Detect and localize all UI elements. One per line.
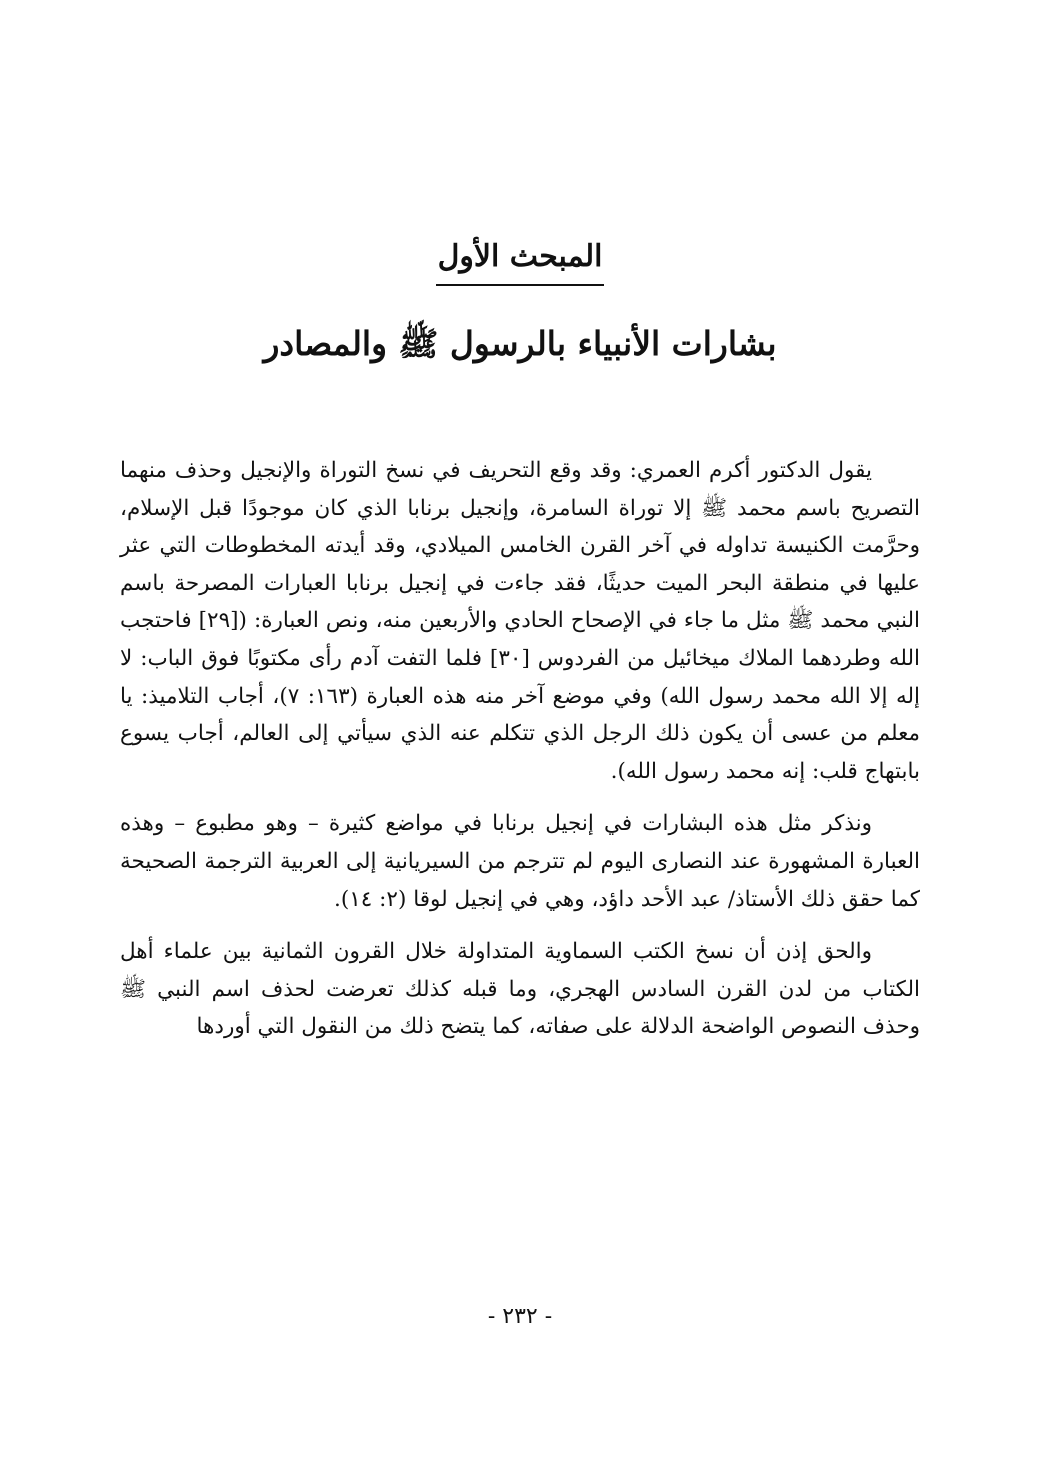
section-title: بشارات الأنبياء بالرسول ﷺ والمصادر	[263, 324, 777, 363]
page-number: - ٢٣٢ -	[487, 1304, 553, 1329]
chapter-heading-text: المبحث الأول	[436, 232, 605, 286]
paragraph-3: والحق إذن أن نسخ الكتب السماوية المتداولة خلال القرون الثمانية بين علماء أهل الكتاب من لدن القرن السادس الهجري، وما قبله كذلك تعرضت لحذف اسم النبي ﷺ وحذف النصوص الواضحة الدلالة على صفاته، كما يتضح ذلك من النقول التي أوردها	[120, 939, 920, 1040]
chapter-heading	[0, 232, 1040, 286]
paragraph-2: ونذكر مثل هذه البشارات في إنجيل برنابا في مواضع كثيرة – وهو مطبوع – وهذه العبارة المشهورة عند النصارى اليوم لم تترجم من السيريانية إلى العربية الترجمة الصحيحة كما حقق ذلك الأستاذ/ عبد الأحد داؤد، وهي في إنجيل لوقا (٢: ١٤).	[120, 811, 920, 912]
paragraph-1: يقول الدكتور أكرم العمري: وقد وقع التحريف في نسخ التوراة والإنجيل وحذف منهما التصريح باسم محمد ﷺ إلا توراة السامرة، وإنجيل برنابا الذي كان موجودًا قبل الإسلام، وحرَّمت الكنيسة تداوله في آخر القرن الخامس الميلادي، وقد أيدته المخطوطات التي عثر عليها في منطقة البحر الميت حديثًا، فقد جاءت في إنجيل برنابا العبارات المصرحة باسم النبي محمد ﷺ مثل ما جاء في الإصحاح الحادي والأربعين منه، ونص العبارة: ([٢٩] فاحتجب الله وطردهما الملاك ميخائيل من الفردوس [٣٠] فلما التفت آدم رأى مكتوبًا فوق الباب: لا إله إلا الله محمد رسول الله) وفي موضع آخر منه هذه العبارة (١٦٣: ٧)، أجاب التلاميذ: يا معلم من عسى أن يكون ذلك الرجل الذي تتكلم عنه الذي سيأتي إلى العالم، أجاب يسوع بابتهاج قلب: إنه محمد رسول الله).	[120, 458, 920, 784]
body-text	[120, 452, 920, 1061]
